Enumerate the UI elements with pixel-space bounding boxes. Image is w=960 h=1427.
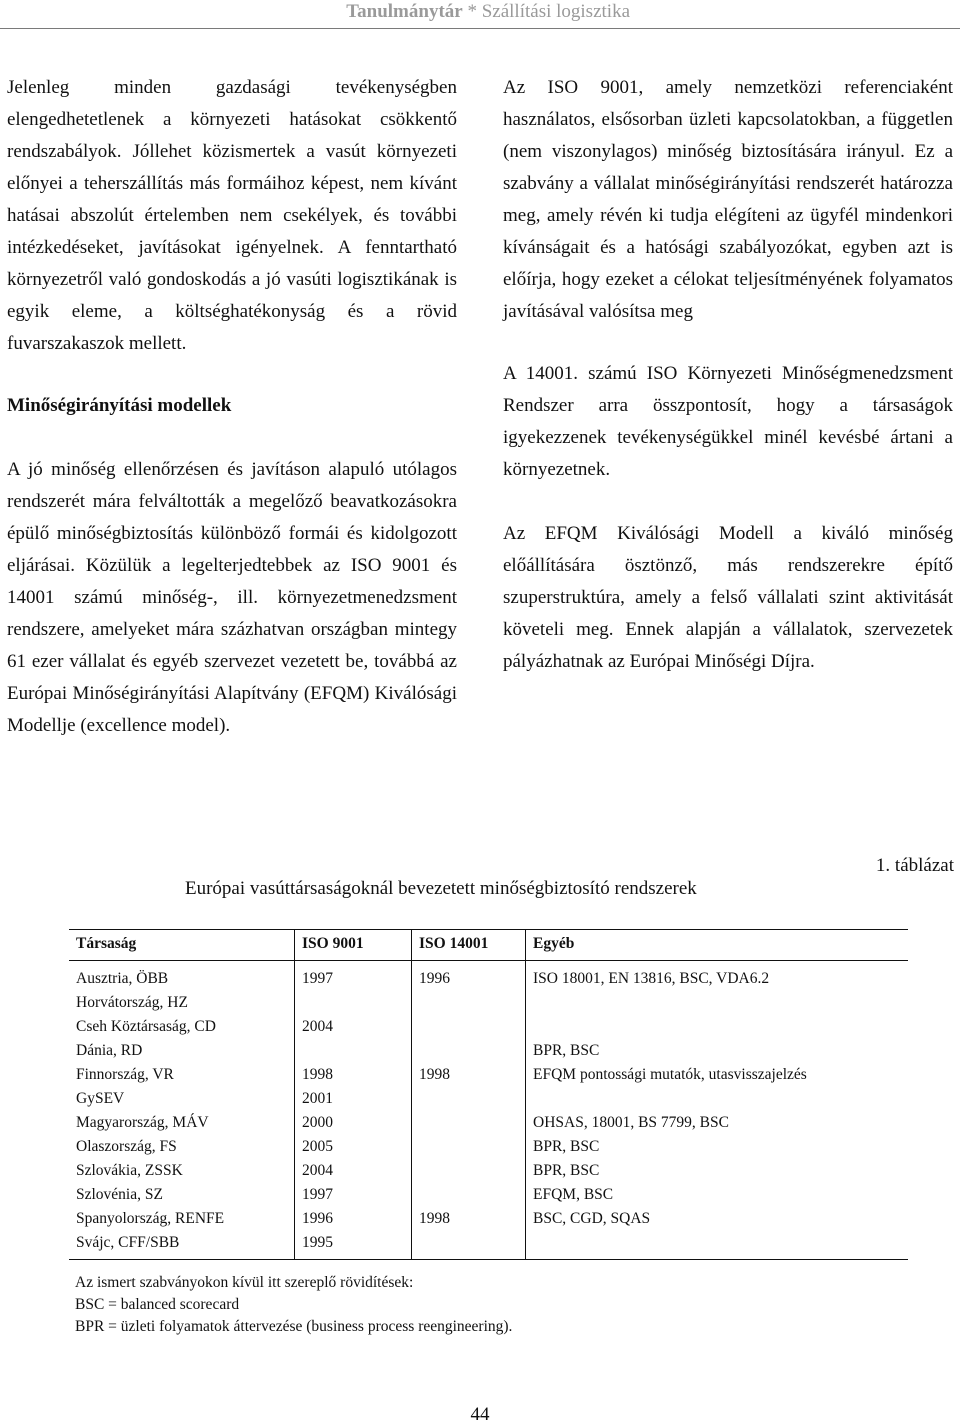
table-cell: 1997	[295, 1183, 412, 1207]
table-cell	[526, 1015, 909, 1039]
table-cell: 1995	[295, 1231, 412, 1260]
table-cell: Olaszország, FS	[69, 1135, 295, 1159]
table-cell: 1996	[295, 1207, 412, 1231]
notes-bsc: BSC = balanced scorecard	[75, 1296, 240, 1313]
table-cell: Szlovákia, ZSSK	[69, 1159, 295, 1183]
table-cell: Svájc, CFF/SBB	[69, 1231, 295, 1260]
table-cell: Szlovénia, SZ	[69, 1183, 295, 1207]
table-cell	[412, 1183, 526, 1207]
table-cell	[526, 1231, 909, 1260]
table-cell: Magyarország, MÁV	[69, 1111, 295, 1135]
table-cell: BPR, BSC	[533, 1138, 600, 1155]
table-row	[69, 1231, 908, 1260]
table-cell	[295, 1039, 412, 1063]
table-cell: EFQM pontossági mutatók, utasvisszajelzés	[533, 1066, 807, 1083]
right-paragraph-3: Az EFQM Kiválósági Modell a kiváló minőség előállítására ösztönző, más rendszerekre építő szuperstruktúra, amely a felső vállalati szint aktivitását követeli meg. Ennek alapján a vállalatok, szervezetek pályázhatnak az Európai Minőségi Díjra.	[503, 523, 953, 672]
column-header: Társaság	[69, 930, 295, 961]
table-row	[69, 961, 908, 992]
table-cell	[412, 1135, 526, 1159]
table-cell: 2004	[295, 1015, 412, 1039]
table-cell	[412, 1015, 526, 1039]
table-row	[69, 1087, 908, 1111]
table-row	[69, 1207, 908, 1231]
table-cell	[412, 1231, 526, 1260]
header-title: Szállítási logisztika	[481, 1, 630, 22]
notes-bpr: BPR = üzleti folyamatok áttervezése (business process reengineering).	[75, 1318, 513, 1335]
table-cell: Ausztria, ÖBB	[69, 961, 295, 992]
table-cell: Dánia, RD	[69, 1039, 295, 1063]
table-row	[69, 1159, 908, 1183]
table-cell	[295, 991, 412, 1015]
table-header-row	[69, 930, 908, 961]
left-column	[7, 72, 457, 742]
table-row	[69, 1111, 908, 1135]
table-row	[69, 1039, 908, 1063]
header-separator: *	[462, 1, 482, 22]
right-paragraph-2: A 14001. számú ISO Környezeti Minőségmenedzsment Rendszer arra összpontosít, hogy a társaságok igyekezzenek tevékenységükkel minél kevésbé ártani a környezetnek.	[503, 363, 953, 480]
table-cell: EFQM, BSC	[533, 1186, 614, 1203]
table-cell: Spanyolország, RENFE	[69, 1207, 295, 1231]
table-cell	[526, 991, 909, 1015]
table-body	[69, 961, 908, 1260]
table-cell: Horvátország, HZ	[69, 991, 295, 1015]
table-cell: 1996	[412, 961, 526, 992]
table-cell: 2001	[295, 1087, 412, 1111]
section-heading: Minőségirányítási modellek	[7, 395, 232, 416]
header-text	[346, 1, 630, 23]
table-cell: BPR, BSC	[533, 1042, 600, 1059]
table-cell: BPR, BSC	[533, 1162, 600, 1179]
table-title: Európai vasúttársaságoknál bevezetett minőségbiztosító rendszerek	[185, 878, 697, 899]
table-number: 1. táblázat	[875, 855, 954, 876]
header-brand: Tanulmánytár	[346, 1, 463, 22]
table-cell: 2004	[295, 1159, 412, 1183]
table-cell: 2005	[295, 1135, 412, 1159]
column-header: Egyéb	[526, 930, 909, 961]
table-row	[69, 991, 908, 1015]
column-header: ISO 9001	[295, 930, 412, 961]
table-notes	[75, 1272, 512, 1338]
table-cell	[412, 1159, 526, 1183]
table-cell: BSC, CGD, SQAS	[533, 1210, 651, 1227]
table-cell: Cseh Köztársaság, CD	[69, 1015, 295, 1039]
table-cell: OHSAS, 18001, BS 7799, BSC	[533, 1114, 729, 1131]
table-cell: 2000	[295, 1111, 412, 1135]
table-row	[69, 1063, 908, 1087]
table-cell	[412, 1087, 526, 1111]
left-paragraph-1: Jelenleg minden gazdasági tevékenységben elengedhetetlenek a környezeti hatásokat csökkentő rendszabályok. Jóllehet közismertek a vasút környezeti előnyei a teherszállítás más formáihoz képest, nem kívánt hatásai abszolút értelemben nem csekélyek, és további intézkedéseket, javításokat igényelnek. A fenntartható környezetről való gondoskodás a jó vasúti logisztikának is egyik eleme, a költséghatékonyság és a rövid fuvarszakaszok mellett.	[7, 77, 457, 354]
table-row	[69, 1135, 908, 1159]
table-row	[69, 1183, 908, 1207]
table-cell: 1998	[412, 1207, 526, 1231]
left-paragraph-2: A jó minőség ellenőrzésen és javításon alapuló utólagos rendszerét mára felváltották a megelőző beavatkozásokra épülő minőségbiztosítás különböző formái és kidolgozott eljárásai. Közülük a legelterjedtebbek az ISO 9001 és 14001 számú minőség-, ill. környezetmenedzsment rendszere, amelyeket mára százhatvan országban mintegy 61 ezer vállalat és egyéb szervezet vezetett be, továbbá az Európai Minőségirányítási Alapítvány (EFQM) Kiválósági Modellje (excellence model).	[7, 459, 457, 736]
table-cell: ISO 18001, EN 13816, BSC, VDA6.2	[533, 970, 770, 987]
notes-intro: Az ismert szabványokon kívül itt szereplő rövidítések:	[75, 1274, 414, 1291]
table-cell: 1998	[295, 1063, 412, 1087]
quality-systems-table	[69, 929, 908, 1260]
table-cell	[412, 1111, 526, 1135]
table-cell	[412, 1039, 526, 1063]
table-cell	[526, 1087, 909, 1111]
column-header: ISO 14001	[412, 930, 526, 961]
table-cell: 1998	[412, 1063, 526, 1087]
table-cell	[412, 991, 526, 1015]
table-cell: Finnország, VR	[69, 1063, 295, 1087]
right-paragraph-1: Az ISO 9001, amely nemzetközi referenciaként használatos, elsősorban üzleti kapcsolatokban, a független (nem viszonylagos) minőség biztosítására irányul. Ez a szabvány a vállalat minőségirányítási rendszerét határozza meg, amely révén ki tudja elégíteni az ügyfél mindenkori kívánságait és a hatósági szabályozókat, egyben azt is előírja, hogy ezeket a célokat teljesítményének folyamatos javításával valósítsa meg	[503, 77, 953, 322]
page-number: 44	[470, 1404, 490, 1425]
page-header	[0, 0, 960, 29]
table-cell: GySEV	[69, 1087, 295, 1111]
table-cell: 1997	[295, 961, 412, 992]
table-row	[69, 1015, 908, 1039]
right-column	[503, 72, 953, 678]
